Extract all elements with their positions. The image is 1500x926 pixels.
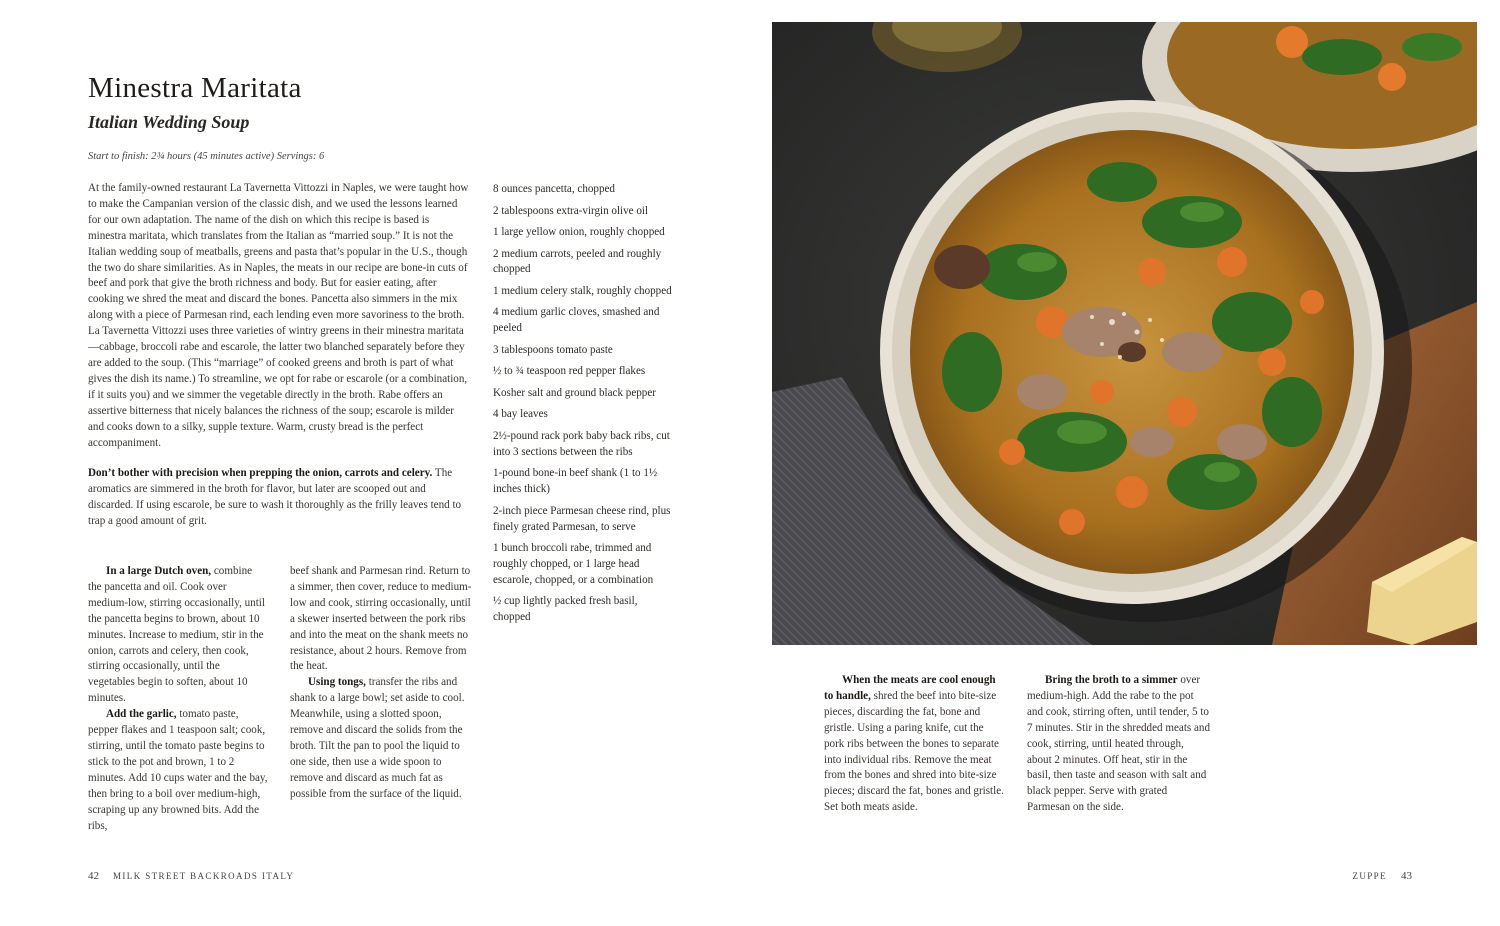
- ingredient-item: 1-pound bone-in beef shank (1 to 1½ inches thick): [493, 467, 658, 496]
- step-lead: When the meats are cool enough to handle,: [824, 674, 996, 702]
- step-lead: Add the garlic,: [106, 708, 177, 721]
- ingredient-item: 3 tablespoons tomato paste: [493, 343, 613, 356]
- recipe-subtitle: Italian Wedding Soup: [88, 112, 250, 132]
- step-3: [290, 675, 472, 802]
- ingredient-item: 8 ounces pancetta, chopped: [493, 183, 615, 195]
- step-body: tomato paste, pepper flakes and 1 teaspoon salt; cook, stirring, until the tomato paste begins to stick to the pot and brown, 1 to 2 minutes. Add 10 cups water and the bay, then bring to a boil over medium-high, scraping up any browned bits. Add the ribs,: [88, 708, 268, 832]
- step-2-continued: beef shank and Parmesan rind. Return to a simmer, then cover, reduce to medium-low and cook, stirring occasionally, until a skewer inserted between the pork ribs and into the meat on the shank meets no resistance, about 2 hours. Remove from the heat.: [290, 565, 472, 673]
- ingredient-item: 2 tablespoons extra-virgin olive oil: [493, 204, 649, 217]
- step-1: [88, 564, 268, 707]
- intro-paragraph: At the family-owned restaurant La Tavernetta Vittozzi in Naples, we were taught how to make the Campanian version of the classic dish, and we used the lessons learned for our own adaptation. The name of the dish on which this recipe is based is minestra maritata, which translates from the Italian as “married soup.” It is not the Italian wedding soup of meatballs, greens and pasta that’s popular in the U.S., though the two do share similarities. As in Naples, the meats in our recipe are bone-in cuts of beef and pork that give the broth richness and body. But for easier eating, after cooking we shred the meat and discard the bones. Pancetta also simmers in the mix along with a piece of Parmesan rind, each lending even more savoriness to the broth. La Tavernetta Vittozzi uses three varieties of wintry greens in their minestra maritata—cabbage, broccoli rabe and escarole, the latter two blanched separately before they are added to the soup. (This “marriage” of cooked greens and broth is part of what gives the dish its name.) To streamline, we opt for rabe or escarole (or a combination, if it suits you) and we simmer the vegetable directly in the broth. Rabe offers an assertive bitterness that nicely balances the richness of the soup; escarole is milder and cooks down to a silky, supple texture. Warm, crusty bread is the perfect accompaniment.: [88, 182, 469, 449]
- ingredient-item: 4 bay leaves: [493, 408, 548, 421]
- step-body: transfer the ribs and shank to a large bowl; set aside to cool. Meanwhile, using a slotted spoon, remove and discard the solids from the broth. Tilt the pan to pool the liquid to one side, then use a wide spoon to remove and discard as much fat as possible from the surface of the liquid.: [290, 676, 465, 800]
- recipe-title: Minestra Maritata: [88, 72, 302, 104]
- ingredient-item: 1 medium celery stalk, roughly chopped: [493, 284, 672, 297]
- step-lead: In a large Dutch oven,: [106, 565, 212, 577]
- right-page: [750, 0, 1500, 926]
- step-body: over medium-high. Add the rabe to the pot and cook, stirring often, until tender, 5 to 7 minutes. Stir in the shredded meats and cook, stirring, until heated through, about 2 minutes. Off heat, stir in the basil, then taste and season with salt and black pepper. Serve with grated Parmesan on the side.: [1027, 674, 1211, 814]
- tip-body: The aromatics are simmered in the broth for flavor, but later are scooped out and discarded. If using escarole, be sure to wash it thoroughly as the frilly leaves tend to trap a good amount of grit.: [88, 467, 462, 528]
- folio-left: [88, 870, 294, 882]
- method-column-4: [1027, 673, 1211, 816]
- ingredient-item: ½ to ¾ teaspoon red pepper flakes: [493, 365, 646, 378]
- step-lead: Using tongs,: [308, 676, 366, 689]
- soup-photo: [772, 22, 1477, 645]
- method-column-3: [824, 673, 1004, 816]
- ingredient-item: 2 medium carrots, peeled and roughly chopped: [493, 247, 662, 276]
- ingredient-item: 2-inch piece Parmesan cheese rind, plus finely grated Parmesan, to serve: [493, 504, 671, 533]
- step-2: [88, 707, 268, 834]
- ingredient-item: 2½-pound rack pork baby back ribs, cut into 3 sections between the ribs: [493, 429, 670, 458]
- running-footer: MILK STREET BACKROADS ITALY: [113, 871, 295, 881]
- ingredient-item: 1 bunch broccoli rabe, trimmed and roughly chopped, or 1 large head escarole, chopped, or a combination: [493, 542, 654, 586]
- step-lead: Bring the broth to a simmer: [1045, 674, 1178, 686]
- page-number: 43: [1401, 870, 1412, 882]
- tip-lead: Don’t bother with precision when prepping the onion, carrots and celery.: [88, 467, 433, 480]
- step-4: [824, 673, 1004, 816]
- ingredient-item: 1 large yellow onion, roughly chopped: [493, 226, 665, 238]
- ingredient-item: 4 medium garlic cloves, smashed and peeled: [493, 306, 660, 335]
- recipe-meta: Start to finish: 2¾ hours (45 minutes active) Servings: 6: [88, 151, 325, 162]
- folio-right: [1352, 870, 1412, 882]
- tip-paragraph: [88, 466, 470, 530]
- method-column-2: [290, 564, 472, 803]
- page-number: 42: [88, 870, 99, 882]
- ingredient-item: ½ cup lightly packed fresh basil, chopped: [493, 595, 638, 624]
- ingredient-item: Kosher salt and ground black pepper: [493, 386, 656, 399]
- step-body: shred the beef into bite-size pieces, discarding the fat, bone and gristle. Using a paring knife, cut the pork ribs between the bones to separate into individual ribs. Remove the meat from the bones and shred into bite-size pieces; discard the fat, bones and gristle. Set both meats aside.: [824, 689, 1004, 814]
- running-footer: ZUPPE: [1352, 871, 1387, 881]
- intro-text: [88, 181, 470, 530]
- ingredient-list: [493, 182, 673, 632]
- soup-illustration: [772, 22, 1477, 645]
- step-5: [1027, 673, 1211, 816]
- step-body: combine the pancetta and oil. Cook over medium-low, stirring occasionally, until the pancetta begins to brown, about 10 minutes. Increase to medium, stir in the onion, carrots and celery, then cook, stirring occasionally, until the vegetables begin to soften, about 10 minutes.: [88, 565, 265, 705]
- method-column-1: [88, 564, 268, 834]
